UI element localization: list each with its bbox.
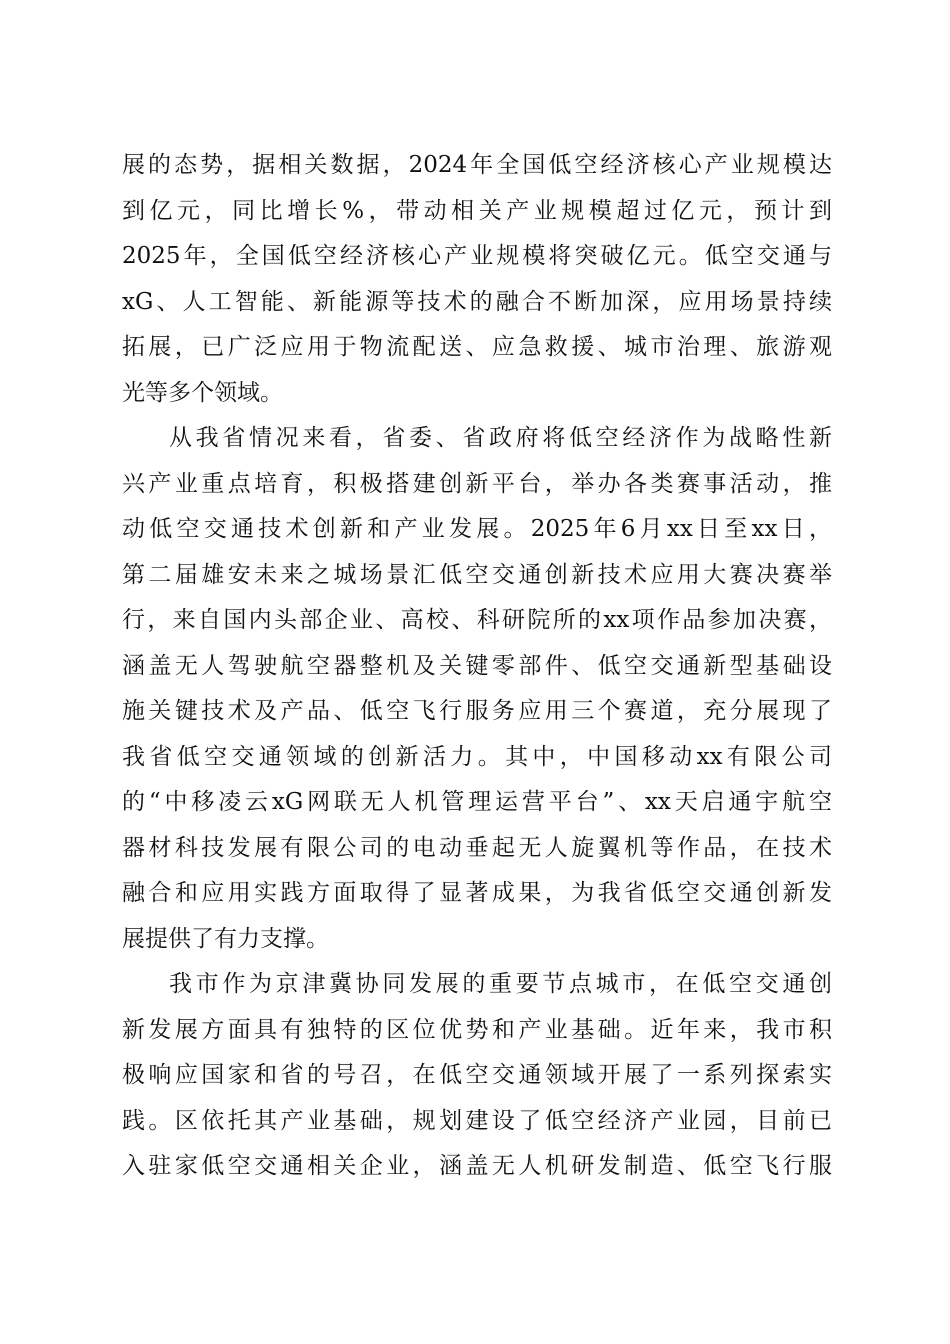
paragraph-line: 行，来自国内头部企业、高校、科研院所的xx项作品参加决赛， (122, 607, 832, 633)
paragraph-line: 涵盖无人驾驶航空器整机及关键零部件、低空交通新型基础设 (122, 652, 832, 679)
paragraph-line: 到亿元，同比增长%，带动相关产业规模超过亿元，预计到 (122, 197, 832, 224)
paragraph-line: 第二届雄安未来之城场景汇低空交通创新技术应用大赛决赛举 (122, 561, 832, 588)
paragraph-line: 2025年，全国低空经济核心产业规模将突破亿元。低空交通与 (122, 243, 832, 269)
paragraph-line: 融合和应用实践方面取得了显著成果，为我省低空交通创新发 (122, 880, 832, 906)
paragraph-line: 展提供了有力支撑。 (122, 925, 329, 952)
paragraph-line: 拓展，已广泛应用于物流配送、应急救援、城市治理、旅游观 (122, 334, 832, 360)
paragraph-line: 器材科技发展有限公司的电动垂起无人旋翼机等作品，在技术 (122, 834, 832, 861)
paragraph-line: 的“中移凌云xG网联无人机管理运营平台”、xx天启通宇航空 (122, 789, 832, 815)
paragraph-line: 入驻家低空交通相关企业，涵盖无人机研发制造、低空飞行服 (122, 1153, 832, 1179)
paragraph-line: 从我省情况来看，省委、省政府将低空经济作为战略性新 (169, 425, 832, 451)
paragraph-line: 施关键技术及产品、低空飞行服务应用三个赛道，充分展现了 (122, 698, 832, 724)
paragraph-line: 我省低空交通领域的创新活力。其中，中国移动xx有限公司 (122, 743, 832, 770)
paragraph-line: xG、人工智能、新能源等技术的融合不断加深，应用场景持续 (122, 288, 832, 315)
paragraph-line: 展的态势，据相关数据，2024年全国低空经济核心产业规模达 (122, 152, 832, 178)
body-text (122, 143, 832, 1190)
paragraph-2 (122, 416, 832, 962)
paragraph-line: 我市作为京津冀协同发展的重要节点城市，在低空交通创 (169, 971, 832, 997)
paragraph-line: 光等多个领域。 (122, 379, 283, 406)
paragraph-line: 动低空交通技术创新和产业发展。2025年6月xx日至xx日， (122, 516, 832, 542)
paragraph-line: 极响应国家和省的号召，在低空交通领域开展了一系列探索实 (122, 1062, 832, 1088)
paragraph-line: 践。区依托其产业基础，规划建设了低空经济产业园，目前已 (122, 1107, 832, 1134)
paragraph-3 (122, 962, 832, 1190)
paragraph-line: 新发展方面具有独特的区位优势和产业基础。近年来，我市积 (122, 1016, 832, 1043)
paragraph-line: 兴产业重点培育，积极搭建创新平台，举办各类赛事活动，推 (122, 470, 832, 497)
paragraph-1 (122, 143, 832, 416)
